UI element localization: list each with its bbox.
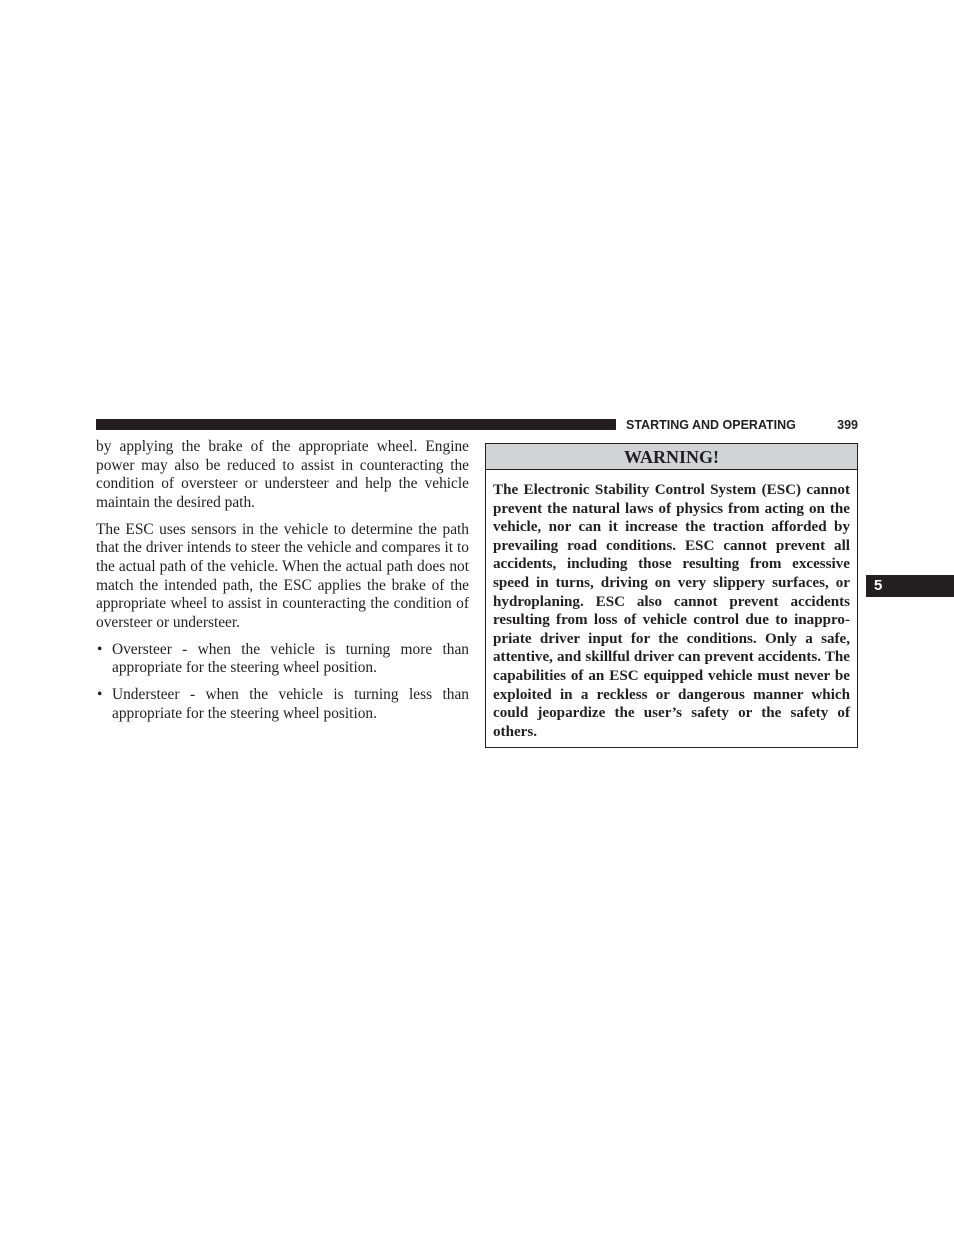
chapter-tab (866, 575, 954, 597)
chapter-number: 5 (874, 577, 883, 594)
left-column (96, 438, 469, 732)
bullet-icon: • (97, 686, 103, 704)
bullet-list (96, 641, 469, 724)
list-item-text: Understeer - when the vehicle is turning less than appropriate for the steering wheel position. (112, 686, 469, 722)
paragraph-2: The ESC uses sensors in the vehicle to determine the path that the driver intends to steer the vehicle and compares it to the actual path of the vehicle. When the actual path does not match the intended path, the ESC applies the brake of the appropriate wheel to assist in counteracting the condition of oversteer or understeer. (96, 520, 469, 631)
bullet-icon: • (97, 640, 103, 658)
list-item (96, 686, 469, 723)
running-header (626, 417, 858, 433)
list-item-text: Oversteer - when the vehicle is turning more than appropriate for the steering wheel position. (112, 640, 469, 677)
page-number: 399 (837, 418, 858, 432)
warning-box (485, 443, 858, 748)
warning-text: The Electronic Stability Control System (ESC) cannot prevent the natural laws of physics from acting on the vehicle, nor can it increase the traction afforded by prevailing road conditions. ESC cannot prevent all accidents, including those resulting from excessive speed in turns, driving on very slippery surfaces, or hydroplaning. ESC also cannot prevent accidents resulting from loss of vehicle control due to inappropriate driver input for the conditions. Only a safe, attentive, and skillful driver can prevent accidents. The capabilities of an ESC equipped vehicle must never be exploited in a reckless or dangerous manner which could jeopardize the user’s safety or the safety of others. (493, 482, 850, 740)
paragraph-1: by applying the brake of the appropriate wheel. Engine power may also be reduced to assist in counteracting the condition of oversteer or understeer and help the vehicle maintain the desired path. (96, 438, 469, 511)
warning-title: WARNING! (486, 444, 857, 470)
section-title: STARTING AND OPERATING (626, 418, 796, 432)
list-item (96, 641, 469, 678)
header-rule (96, 419, 616, 430)
